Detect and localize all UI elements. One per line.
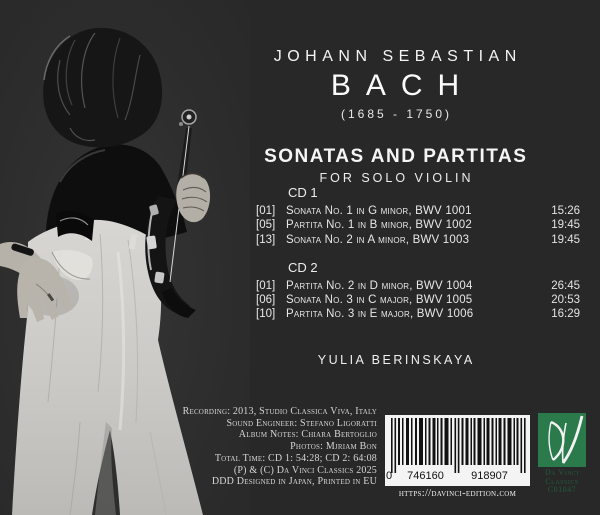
barcode [385, 415, 530, 486]
track-number: [01] [256, 279, 276, 292]
track-row [256, 218, 580, 232]
hair [43, 28, 162, 148]
davinci-classics-logo [538, 413, 586, 467]
track-title: Sonata No. 2 in A minor, BWV 1003 [286, 233, 470, 246]
label-name-line1: Da Vinci [544, 468, 580, 477]
track-row [256, 307, 580, 321]
track-row [256, 293, 580, 307]
credit-line: (P) & (C) Da Vinci Classics 2025 [233, 464, 377, 476]
credit-line: Total Time: CD 1: 54:28; CD 2: 64:08 [214, 452, 377, 464]
barcode-right-group: 918907 [471, 470, 508, 482]
track-row [256, 233, 580, 247]
label-catalog-number: C01047 [547, 485, 577, 495]
dv-logo-icon [538, 413, 586, 467]
disc-label: CD 1 [288, 185, 318, 200]
composer-last-name: BACH [330, 69, 475, 102]
track-duration: 19:45 [551, 233, 580, 246]
label-name-line2: Classics [545, 476, 579, 486]
track-title: Sonata No. 1 in G minor, BWV 1001 [286, 205, 472, 217]
label-website-url: https://davinci-edition.com [398, 488, 517, 499]
disc-block-cd2 [256, 260, 580, 322]
barcode-first-digit: 0 [386, 470, 393, 482]
header [250, 48, 540, 185]
composer-first-names: JOHANN SEBASTIAN [273, 48, 522, 65]
track-title: Partita No. 3 in E major, BWV 1006 [286, 308, 474, 321]
credits [183, 406, 377, 488]
credit-line: Photos: Mjriam Bon [290, 441, 377, 453]
track-title: Partita No. 1 in B minor, BWV 1002 [286, 219, 472, 232]
album-subtitle: FOR SOLO VIOLIN [319, 171, 474, 185]
track-number: [13] [256, 233, 276, 246]
track-duration: 16:29 [551, 308, 580, 321]
performer-name: YULIA BERINSKAYA [317, 353, 475, 367]
composer-dates: (1685 - 1750) [340, 107, 453, 121]
disc-block-cd1 [256, 185, 580, 247]
track-row [256, 279, 580, 293]
disc-label: CD 2 [288, 259, 318, 275]
track-row [256, 204, 580, 218]
track-number: [06] [256, 294, 276, 307]
credit-line: Sound Engineer: Stefano Ligoratti [226, 417, 377, 429]
label-name-and-catalog [530, 469, 594, 495]
credit-line: Recording: 2013, Studio Classica Viva, Italy [182, 406, 377, 417]
track-number: [05] [256, 219, 276, 232]
track-duration: 15:26 [551, 205, 580, 217]
credit-line: DDD Designed in Japan, Printed in EU [211, 476, 377, 488]
credit-line: Album Notes: Chiara Bertoglio [238, 429, 377, 441]
track-number: [10] [256, 308, 276, 321]
barcode-digits [385, 470, 530, 484]
track-duration: 19:45 [551, 219, 580, 232]
track-title: Partita No. 2 in D minor, BWV 1004 [286, 279, 473, 292]
track-number: [01] [256, 205, 276, 217]
track-duration: 26:45 [551, 279, 580, 292]
album-title: SONATAS AND PARTITAS [264, 146, 528, 167]
track-title: Sonata No. 3 in C major, BWV 1005 [286, 294, 473, 307]
tracklists [256, 185, 580, 322]
barcode-left-group: 746160 [407, 470, 444, 482]
track-duration: 20:53 [551, 294, 580, 307]
